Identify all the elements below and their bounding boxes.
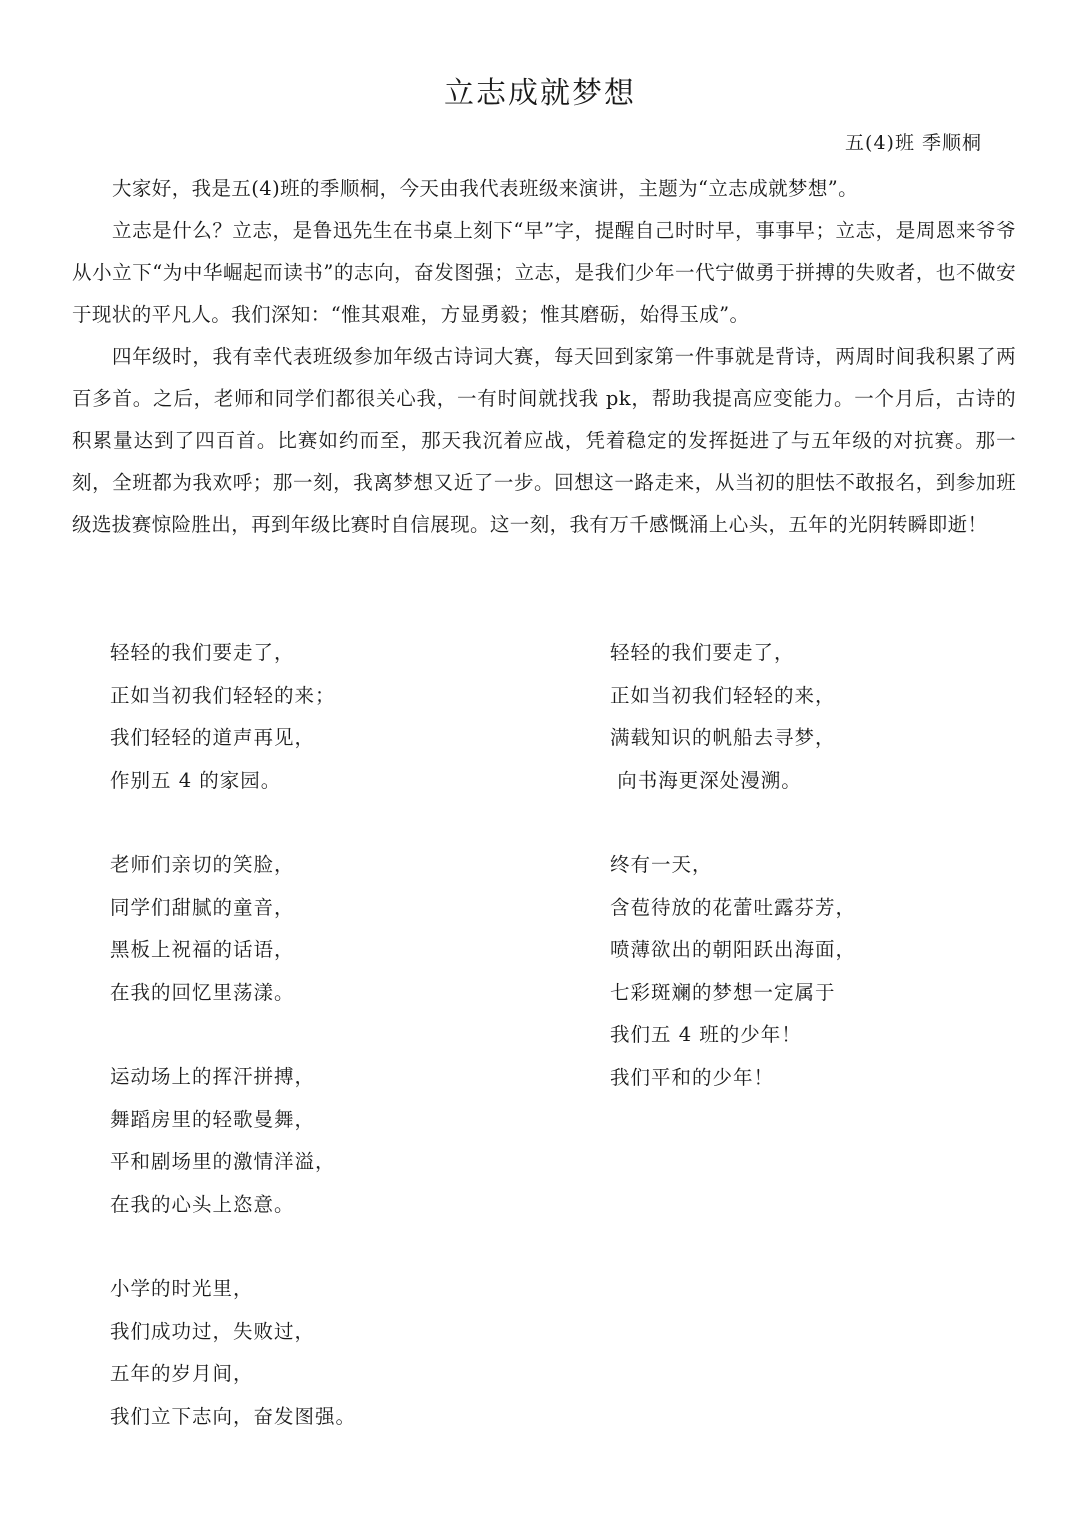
poem-stanza [610,632,1030,802]
poem-line: 七彩斑斓的梦想一定属于 [610,980,836,1004]
poem-stanza [110,1056,530,1226]
poem-line: 满载知识的帆船去寻梦， [610,726,836,749]
poem-line: 正如当初我们轻轻的来； [110,683,336,707]
poem-line: 向书海更深处漫溯。 [610,768,802,792]
poem-line: 小学的时光里， [110,1277,254,1300]
poem-line: 黑板上祝福的话语， [110,938,295,961]
poem-line: 在我的心头上恣意。 [110,1192,295,1216]
poem-stanza [110,632,530,802]
poem-line: 我们轻轻的道声再见， [110,726,316,749]
poem-line: 平和剧场里的激情洋溢， [110,1150,336,1173]
paragraph: 大家好，我是五(4)班的季顺桐，今天由我代表班级来演讲，主题为“立志成就梦想”。 [112,177,859,200]
document-title: 立志成就梦想 [444,76,636,111]
poem-line: 作别五 4 的家园。 [110,768,282,792]
speech-body [72,168,1016,546]
poem-line: 运动场上的挥汗拼搏， [110,1065,316,1088]
poem-line: 我们五 4 班的少年！ [610,1023,802,1046]
poem-line: 终有一天， [610,853,713,876]
poem-line: 我们立下志向，奋发图强。 [110,1404,357,1428]
poem-line: 正如当初我们轻轻的来， [610,683,836,707]
poem-line: 舞蹈房里的轻歌曼舞， [110,1107,316,1131]
poem-line: 轻轻的我们要走了， [610,641,795,664]
poem-stanza [110,844,530,1014]
poem-line: 在我的回忆里荡漾。 [110,980,295,1004]
poem-line: 轻轻的我们要走了， [110,641,295,664]
poem-line: 含苞待放的花蕾吐露芬芳， [610,895,857,919]
poem-line: 喷薄欲出的朝阳跃出海面， [610,938,857,961]
poem-left-column [110,632,530,1480]
paragraph: 立志是什么？立志，是鲁迅先生在书桌上刻下“早”字，提醒自己时时早，事事早；立志，是周恩来爷爷从小立下“为中华崛起而读书”的志向，奋发图强；立志，是我们少年一代宁做勇于拼搏的失败者，也不做安于现状的平凡人。我们深知：“惟其艰难，方显勇毅；惟其磨砺，始得玉成”。 [72,219,1016,326]
poem-line: 同学们甜腻的童音， [110,895,295,919]
poem-line: 五年的岁月间， [110,1362,254,1385]
poem-line: 我们成功过，失败过， [110,1319,316,1343]
author-line: 五(4)班 季顺桐 [845,132,982,154]
poem-right-column [610,632,1030,1141]
poem-line: 老师们亲切的笑脸， [110,853,295,876]
poem-stanza [110,1268,530,1438]
paragraph: 四年级时，我有幸代表班级参加年级古诗词大赛，每天回到家第一件事就是背诗，两周时间我积累了两百多首。之后，老师和同学们都很关心我，一有时间就找我 pk，帮助我提高应变能力。一个月后，古诗的积累量达到了四百首。比赛如约而至，那天我沉着应战，凭着稳定的发挥挺进了与五年级的对抗赛。那一刻，全班都为我欢呼；那一刻，我离梦想又近了一步。回想这一路走来，从当初的胆怯不敢报名，到参加班级选拔赛惊险胜出，再到年级比赛时自信展现。这一刻，我有万千感慨涌上心头，五年的光阴转瞬即逝！ [72,345,1016,536]
poem-stanza [610,844,1030,1099]
poem-line: 我们平和的少年！ [610,1065,775,1089]
